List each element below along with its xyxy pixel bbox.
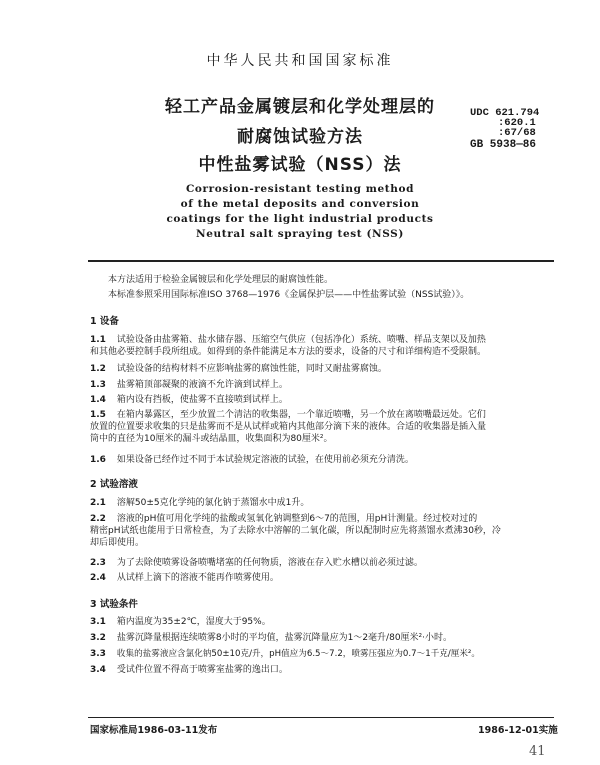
clause-number: 3.2 (90, 633, 106, 643)
clause-text: 如果设备已经作过不同于本试验规定溶液的试验，在使用前必须充分清洗。 (116, 455, 414, 465)
clause-number: 3.4 (90, 665, 106, 675)
clause (90, 632, 556, 644)
clause (90, 557, 556, 569)
section-heading: 1 设备 (90, 316, 119, 327)
title-line-2: 耐腐蚀试验方法 (237, 127, 363, 147)
clause (90, 379, 556, 391)
classification-codes (470, 108, 539, 150)
page-number: 41 (529, 744, 546, 759)
clause-number: 1.6 (90, 455, 106, 465)
english-title-line: of the metal deposits and conversion (180, 198, 420, 210)
clause-text: 溶解50±5克化学纯的氯化钠于蒸馏水中成1升。 (116, 498, 310, 508)
national-standard-header: 中华人民共和国国家标准 (206, 53, 394, 69)
clause-number: 1.5 (90, 410, 106, 420)
clause (90, 497, 556, 509)
section-heading: 2 试验溶液 (90, 479, 138, 490)
intro-paragraph: 本标准参照采用国际标准ISO 3768—1976《金属保护层——中性盐雾试验（NSS试验）》。 (108, 290, 470, 300)
clause-text: 箱内温度为35±2℃，湿度大于95%。 (116, 617, 271, 627)
section-heading: 3 试验条件 (90, 599, 138, 610)
clause-number: 2.3 (90, 558, 106, 568)
udc-code: :67/68 (498, 127, 536, 139)
clause (90, 409, 556, 445)
udc-code: UDC 621.794 (470, 107, 540, 119)
clause-text: 试验设备的结构材料不应影响盐雾的腐蚀性能，同时又耐盐雾腐蚀。 (116, 364, 387, 374)
footer-divider (88, 717, 554, 718)
issue-date: 国家标准局1986-03-11发布 (90, 725, 218, 736)
clause-number: 1.2 (90, 364, 106, 374)
clause-text: 溶液的pH值可用化学纯的盐酸或氢氧化钠调整到6～7的范围，用pH计测量。经过校对过的 (116, 514, 478, 524)
title-line-3: 中性盐雾试验（NSS）法 (198, 155, 402, 175)
clause-text: 受试件位置不得高于喷雾室盐雾的逸出口。 (116, 665, 288, 675)
clause (90, 363, 556, 375)
clause (90, 648, 560, 660)
clause-number: 1.1 (90, 335, 106, 345)
clause-number: 1.3 (90, 380, 106, 390)
clause-text: 盐雾箱顶部凝聚的液滴不允许滴到试样上。 (116, 380, 288, 390)
clause-text: 筒中的直径为10厘米的漏斗或结晶皿，收集面积为80厘米²。 (90, 434, 333, 444)
clause-text: 和其他必要控制手段所组成。如得到的条件能满足本方法的要求，设备的尺寸和详细构造不受限制。 (90, 347, 487, 357)
clause-number: 2.4 (90, 573, 106, 583)
clause-text: 收集的盐雾液应含氯化钠50±10克/升，pH值应为6.5～7.2，喷雾压强应为0.7～1千克/厘米²。 (116, 649, 480, 659)
clause-text: 盐雾沉降量根据连续喷雾8小时的平均值，盐雾沉降量应为1～2毫升/80厘米²·小时。 (116, 633, 453, 643)
gb-number: GB 5938—86 (470, 139, 537, 151)
clause-number: 3.3 (90, 649, 106, 659)
english-title-line: coatings for the light industrial products (166, 213, 434, 225)
clause (90, 572, 556, 584)
header-divider (88, 260, 554, 262)
clause-text: 在箱内暴露区，至少放置二个清洁的收集器，一个靠近喷嘴，另一个放在离喷嘴最远处。它们 (116, 410, 486, 420)
clause (90, 513, 556, 549)
clause-text: 精密pH试纸也能用于日常检查，为了去除水中溶解的二氧化碳，所以配制时应先将蒸馏水煮沸30秒，冷 (90, 526, 501, 536)
implementation-date: 1986-12-01实施 (478, 725, 558, 736)
english-title-line: Corrosion-resistant testing method (185, 183, 415, 195)
clause-text: 从试样上滴下的溶液不能再作喷雾使用。 (116, 573, 279, 583)
clause-number: 2.1 (90, 498, 106, 508)
clause-text: 却后即使用。 (90, 538, 145, 548)
clause (90, 616, 556, 628)
clause (90, 334, 556, 358)
clause-number: 1.4 (90, 395, 106, 405)
clause-text: 试验设备由盐雾箱、盐水储存器、压缩空气供应（包括净化）系统、喷嘴、样品支架以及加热 (116, 335, 486, 345)
clause-number: 3.1 (90, 617, 106, 627)
clause-number: 2.2 (90, 514, 106, 524)
clause-text: 放置的位置要求收集的只是盐雾而不是从试样或箱内其他部分滴下来的液体。合适的收集器是插入量 (90, 422, 487, 432)
clause-text: 箱内设有挡板，使盐雾不直接喷到试样上。 (116, 395, 288, 405)
title-line-1: 轻工产品金属镀层和化学处理层的 (165, 97, 435, 117)
clause (90, 394, 556, 406)
intro-paragraph: 本方法适用于检验金属镀层和化学处理层的耐腐蚀性能。 (108, 275, 334, 285)
udc-code: :620.1 (498, 117, 536, 129)
clause-text: 为了去除使喷雾设备喷嘴堵塞的任何物质，溶液在存入贮水槽以前必须过滤。 (116, 558, 423, 568)
clause (90, 664, 556, 676)
clause (90, 454, 556, 466)
english-title-line: Neutral salt spraying test (NSS) (196, 228, 404, 240)
